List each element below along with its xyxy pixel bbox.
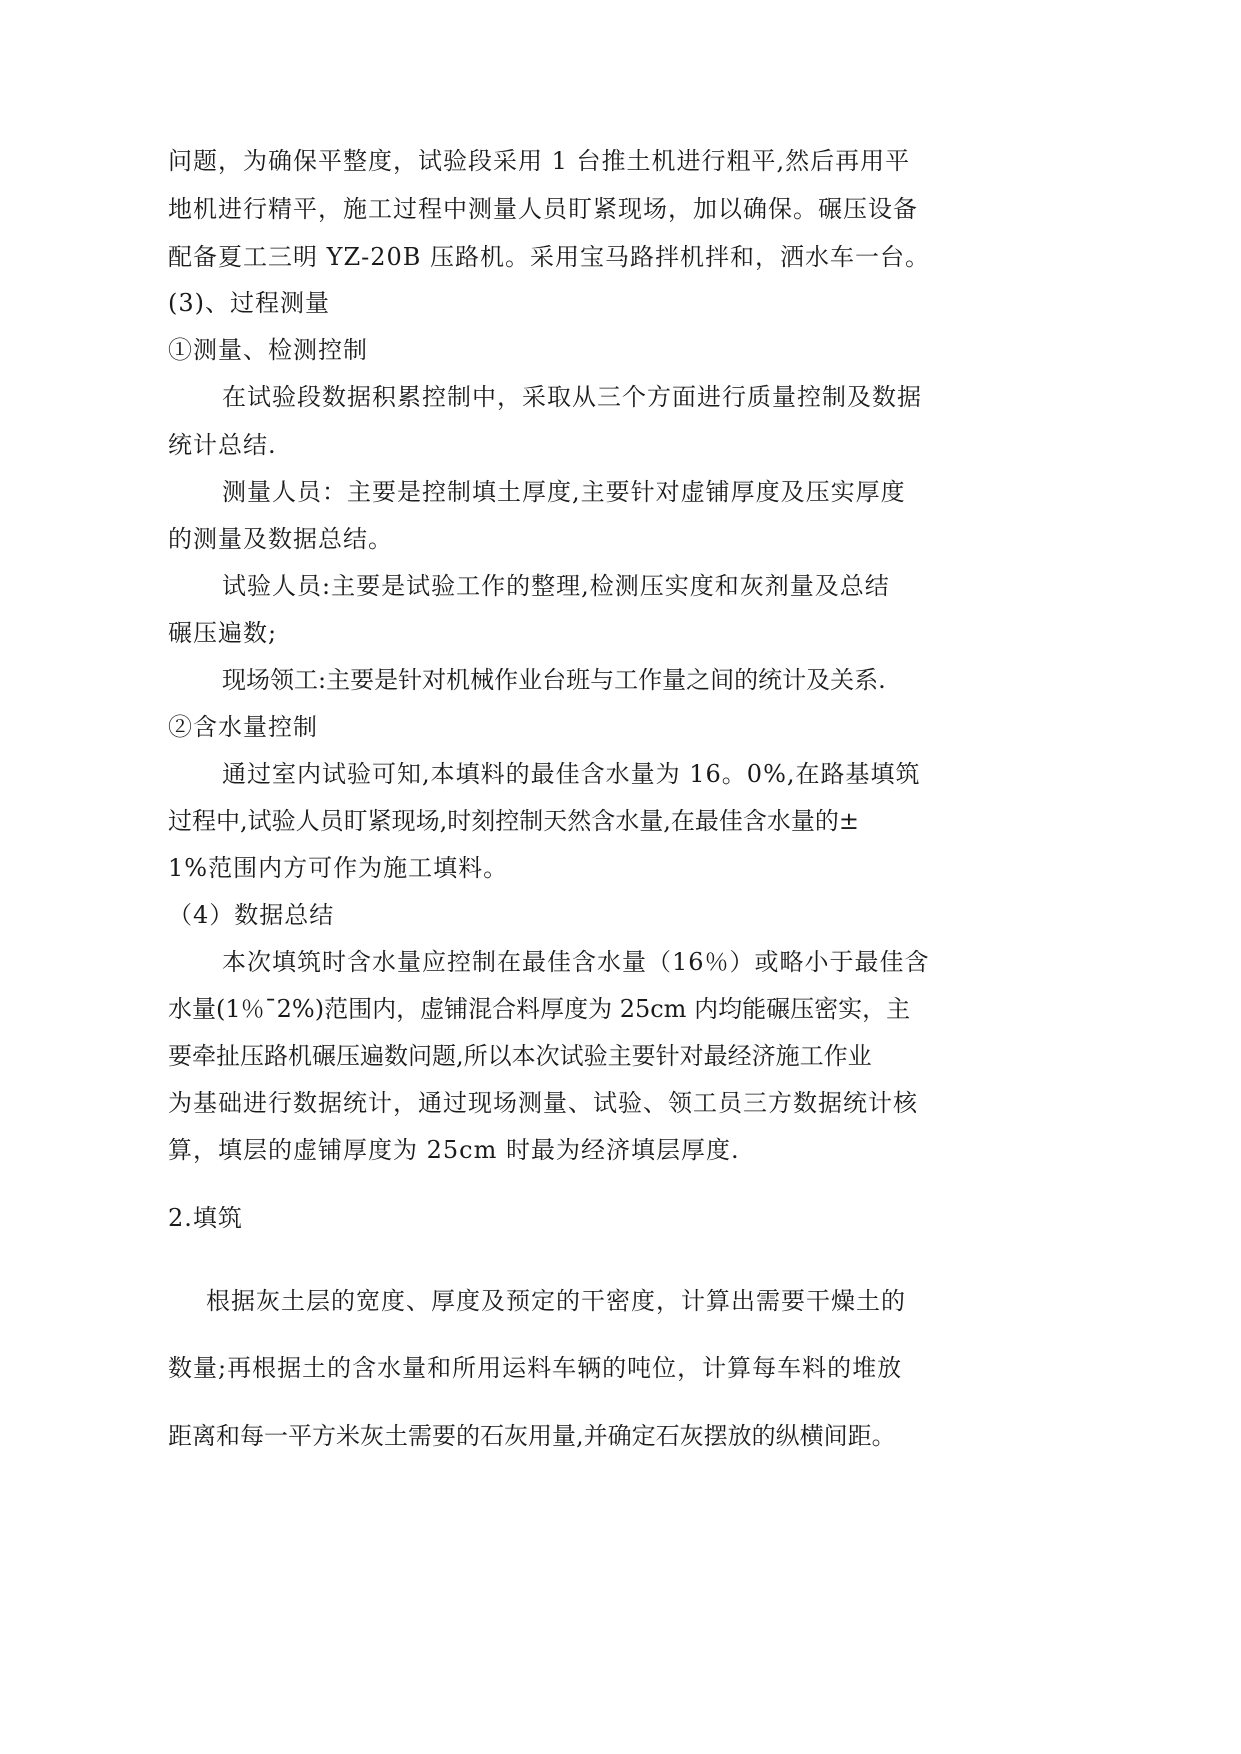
text-line: 水量(1％¯2%)范围内，虚铺混合料厚度为 25cm 内均能碾压密实，主	[168, 995, 911, 1023]
text-line: 试验人员:主要是试验工作的整理,检测压实度和灰剂量及总结	[222, 572, 890, 600]
text-line: 碾压遍数;	[168, 619, 278, 647]
subsection-heading: ②含水量控制	[168, 713, 318, 741]
text-line: 为基础进行数据统计，通过现场测量、试验、领工员三方数据统计核	[168, 1089, 918, 1117]
section-heading: 2.填筑	[168, 1204, 243, 1232]
text-line: 通过室内试验可知,本填料的最佳含水量为 16。0%,在路基填筑	[222, 760, 921, 788]
text-line: 距离和每一平方米灰土需要的石灰用量,并确定石灰摆放的纵横间距。	[168, 1422, 896, 1450]
text-line: 算，填层的虚铺厚度为 25cm 时最为经济填层厚度.	[168, 1136, 740, 1164]
section-heading: (3)、过程测量	[168, 289, 330, 317]
text-line: 本次填筑时含水量应控制在最佳含水量（16％）或略小于最佳含	[222, 948, 930, 976]
text-line: 要牵扯压路机碾压遍数问题,所以本次试验主要针对最经济施工作业	[168, 1042, 872, 1070]
text-line: 测量人员：主要是控制填土厚度,主要针对虚铺厚度及压实厚度	[222, 478, 906, 506]
text-line: 配备夏工三明 YZ-20B 压路机。采用宝马路拌机拌和，洒水车一台。	[168, 243, 931, 271]
text-line: 过程中,试验人员盯紧现场,时刻控制天然含水量,在最佳含水量的±	[168, 807, 859, 835]
text-line: 统计总结.	[168, 431, 277, 459]
section-heading: （4）数据总结	[168, 901, 335, 929]
text-line: 1%范围内方可作为施工填料。	[168, 854, 509, 882]
text-line: 数量;再根据土的含水量和所用运料车辆的吨位，计算每车料的堆放	[168, 1354, 903, 1382]
text-line: 的测量及数据总结。	[168, 525, 393, 553]
text-line: 问题，为确保平整度，试验段采用 1 台推土机进行粗平,然后再用平	[168, 147, 911, 175]
subsection-heading: ①测量、检测控制	[168, 336, 368, 364]
text-line: 根据灰土层的宽度、厚度及预定的干密度，计算出需要干燥土的	[206, 1287, 906, 1315]
text-line: 现场领工:主要是针对机械作业台班与工作量之间的统计及关系.	[222, 666, 886, 694]
text-line: 在试验段数据积累控制中，采取从三个方面进行质量控制及数据	[222, 383, 922, 411]
text-line: 地机进行精平，施工过程中测量人员盯紧现场，加以确保。碾压设备	[168, 195, 918, 223]
